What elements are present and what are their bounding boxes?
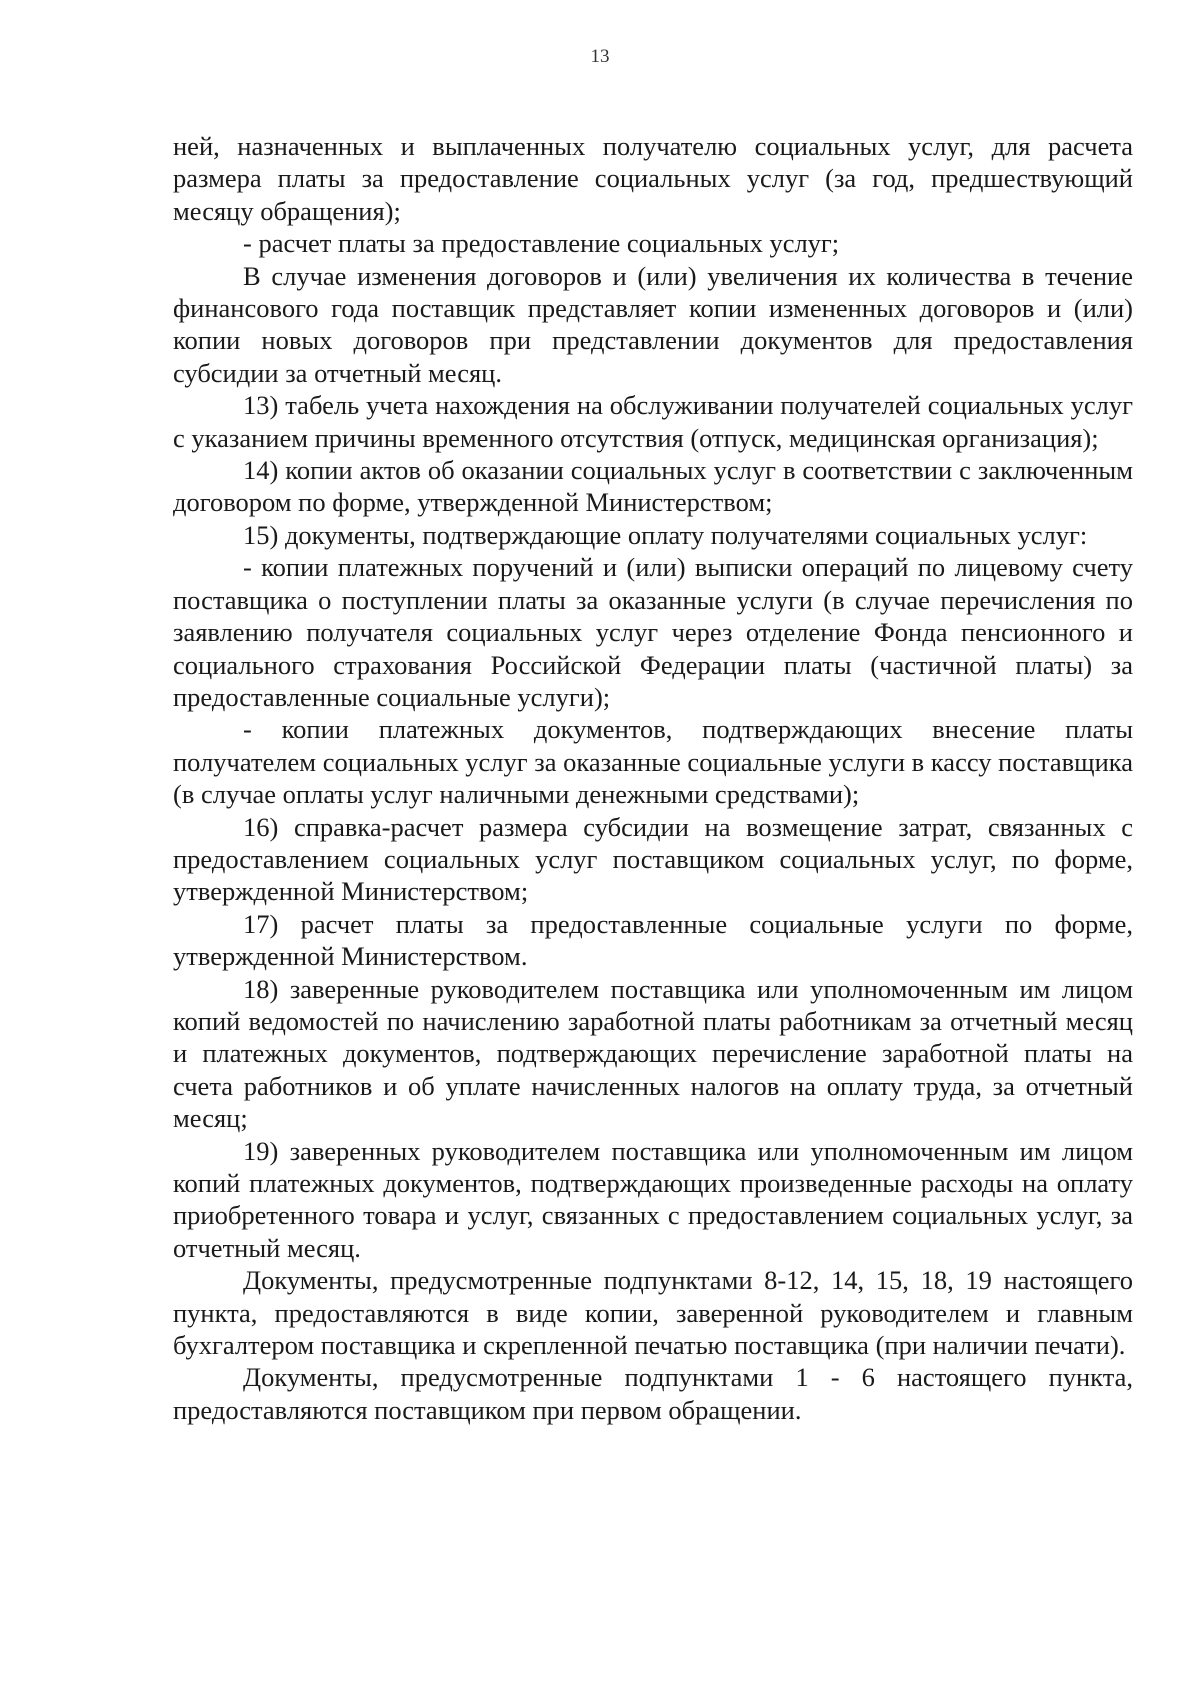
paragraph-item-18: 18) заверенные руководителем поставщика или уполномоченным им лицом копий ведомостей по начислению заработной платы работникам за отчетный месяц и платежных документов, подтверждающих перечисление заработной платы на счета работников и об уплате начисленных налогов на оплату труда, за отчетный месяц; bbox=[173, 973, 1133, 1134]
paragraph-item-16: 16) справка-расчет размера субсидии на возмещение затрат, связанных с предоставлением социальных услуг поставщиком социальных услуг, по форме, утвержденной Министерством; bbox=[173, 811, 1133, 907]
paragraph-contract-changes: В случае изменения договоров и (или) увеличения их количества в течение финансового года поставщик представляет копии измененных договоров и (или) копии новых договоров при представлении документов для предоставления субсидии за отчетный месяц. bbox=[173, 260, 1133, 388]
paragraph-payment-calculation: - расчет платы за предоставление социальных услуг; bbox=[243, 228, 840, 259]
paragraph-item-14: 14) копии актов об оказании социальных услуг в соответствии с заключенным договором по форме, утвержденной Министерством; bbox=[173, 455, 1133, 518]
paragraph-item-17: 17) расчет платы за предоставленные социальные услуги по форме, утвержденной Министерством. bbox=[173, 908, 1133, 972]
paragraph-item-13: 13) табель учета нахождения на обслуживании получателей социальных услуг с указанием причины временного отсутствия (отпуск, медицинская организация); bbox=[173, 390, 1133, 453]
paragraph-first-submission: Документы, предусмотренные подпунктами 1 - 6 настоящего пункта, предоставляются поставщиком при первом обращении. bbox=[173, 1362, 1133, 1425]
paragraph-continuation: ней, назначенных и выплаченных получателю социальных услуг, для расчета размера платы за предоставление социальных услуг (за год, предшествующий месяцу обращения); bbox=[173, 131, 1133, 226]
paragraph-certified-copies: Документы, предусмотренные подпунктами 8-12, 14, 15, 18, 19 настоящего пункта, предоставляются в виде копии, заверенной руководителем и главным бухгалтером поставщика и скрепленной печатью поставщика (при наличии печати). bbox=[173, 1265, 1133, 1361]
document-body bbox=[173, 130, 1133, 1426]
paragraph-payment-documents: - копии платежных документов, подтверждающих внесение платы получателем социальных услуг за оказанные социальные услуги в кассу поставщика (в случае оплаты услуг наличными денежными средствами); bbox=[173, 714, 1133, 810]
page-number: 13 bbox=[590, 46, 610, 67]
paragraph-item-15: 15) документы, подтверждающие оплату получателями социальных услуг: bbox=[243, 519, 1088, 550]
paragraph-item-19: 19) заверенных руководителем поставщика или уполномоченным им лицом копий платежных документов, подтверждающих произведенные расходы на оплату приобретенного товара и услуг, связанных с предоставлением социальных услуг, за отчетный месяц. bbox=[173, 1135, 1133, 1263]
paragraph-payment-orders: - копии платежных поручений и (или) выписки операций по лицевому счету поставщика о поступлении платы за оказанные услуги (в случае перечисления по заявлению получателя социальных услуг через отделение Фонда пенсионного и социального страхования Российской Федерации платы (частичной платы) за предоставленные социальные услуги); bbox=[173, 552, 1133, 712]
